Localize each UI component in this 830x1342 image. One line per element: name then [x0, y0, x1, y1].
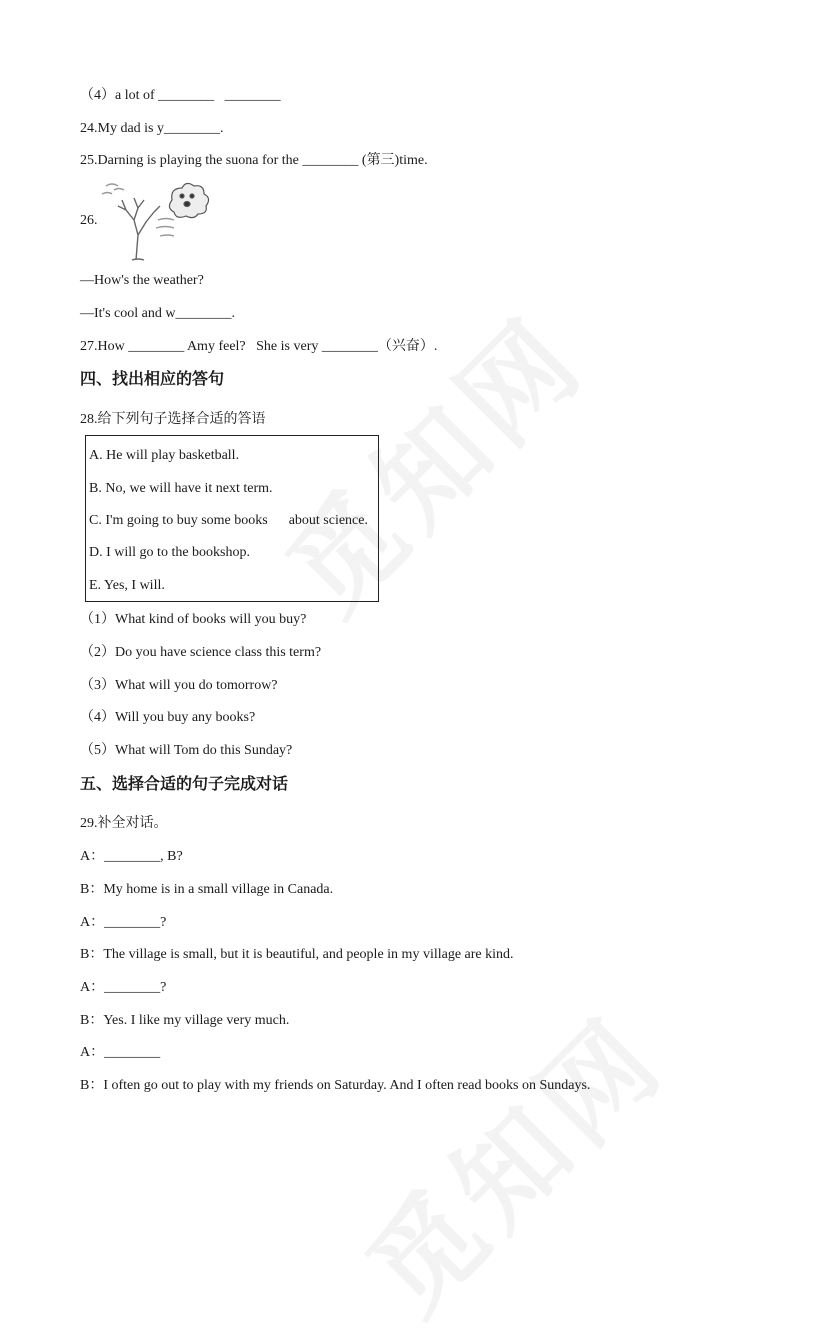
question-24: 24.My dad is y________.: [80, 121, 224, 136]
question-28-intro: 28.给下列句子选择合适的答语: [80, 412, 266, 427]
dialogue-answer: —It's cool and w________.: [80, 306, 235, 321]
dialogue-line-3: A：________?: [80, 915, 167, 930]
dialogue-line-6: B：Yes. I like my village very much.: [80, 1013, 290, 1028]
exercise-line-4: （4）a lot of ________ ________: [80, 88, 281, 103]
question-26-number: 26.: [80, 213, 98, 228]
option-e: E. Yes, I will.: [89, 578, 165, 593]
option-a: A. He will play basketball.: [89, 448, 240, 463]
tree-icon: [102, 184, 174, 260]
option-d: D. I will go to the bookshop.: [89, 545, 250, 560]
section-4-title: 四、找出相应的答句: [80, 369, 225, 388]
windy-weather-illustration: [98, 180, 210, 262]
question-29-intro: 29.补全对话。: [80, 816, 168, 831]
question-25: 25.Darning is playing the suona for the ________ (第三)time.: [80, 153, 428, 168]
question-item-5: （5）What will Tom do this Sunday?: [80, 743, 293, 758]
option-c: C. I'm going to buy some books about science.: [89, 513, 368, 528]
dialogue-line-1: A：________, B?: [80, 849, 183, 864]
question-item-1: （1）What kind of books will you buy?: [80, 612, 307, 627]
dialogue-line-2: B：My home is in a small village in Canada.: [80, 882, 334, 897]
answer-options-box: [85, 435, 379, 602]
dialogue-question: —How's the weather?: [80, 273, 204, 288]
dialogue-line-7: A：________: [80, 1045, 161, 1060]
question-item-3: （3）What will you do tomorrow?: [80, 678, 278, 693]
cloud-icon: [169, 183, 208, 217]
dialogue-line-4: B：The village is small, but it is beautiful, and people in my village are kind.: [80, 947, 514, 962]
dialogue-line-5: A：________?: [80, 980, 167, 995]
question-item-2: （2）Do you have science class this term?: [80, 645, 322, 660]
watermark: [327, 976, 693, 1342]
question-item-4: （4）Will you buy any books?: [80, 710, 256, 725]
option-b: B. No, we will have it next term.: [89, 481, 273, 496]
dialogue-line-8: B：I often go out to play with my friends on Saturday. And I often read books on Sundays.: [80, 1078, 591, 1093]
question-27: 27.How ________ Amy feel? She is very ________（兴奋）.: [80, 339, 438, 354]
section-5-title: 五、选择合适的句子完成对话: [80, 774, 289, 793]
